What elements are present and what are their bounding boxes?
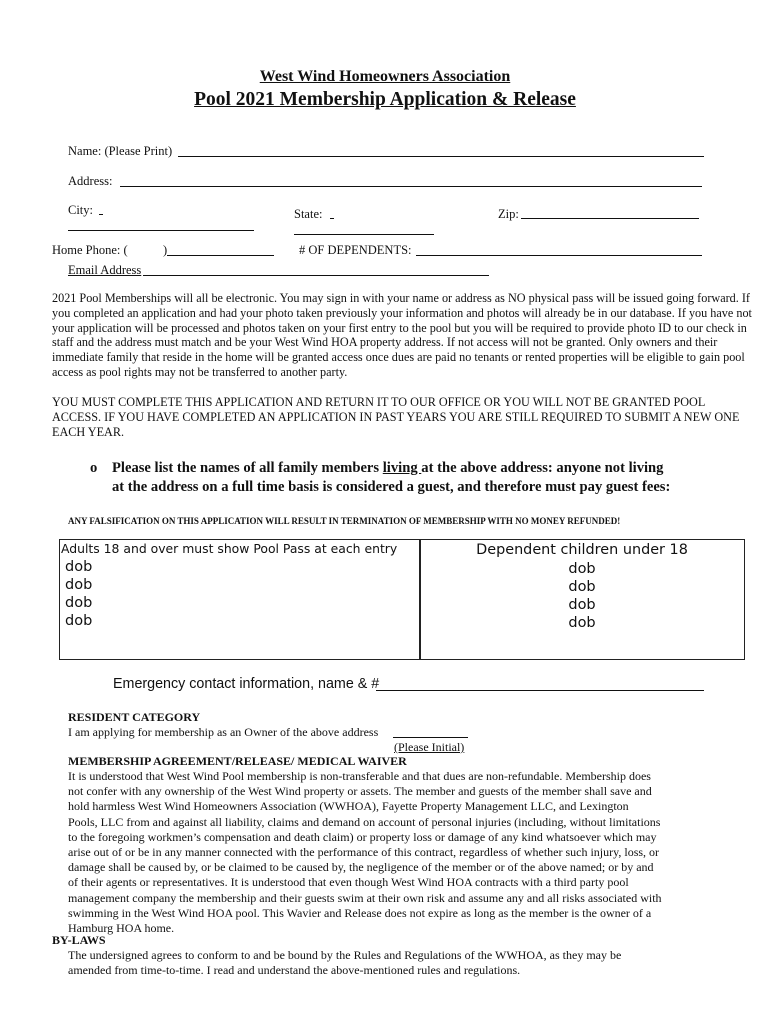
zip-field[interactable] — [523, 203, 695, 217]
adults-header: Adults 18 and over must show Pool Pass at each entry — [61, 541, 398, 556]
adult-dob-4: dob — [65, 613, 93, 629]
home-phone-line — [167, 255, 274, 256]
children-dob-list — [420, 560, 744, 632]
child-dob-4: dob — [568, 615, 596, 631]
adults-box[interactable] — [59, 539, 421, 660]
children-header: Dependent children under 18 — [476, 542, 688, 558]
state-label: State: — [294, 207, 323, 221]
waiver-line: not confer with any ownership of the West Wind property or assets. The member and guests of the member shall save and — [68, 784, 652, 799]
waiver-line: of their agents or representatives. It is understood that even though West Wind HOA contracts with a third party pool — [68, 875, 629, 890]
resident-heading: RESIDENT CATEGORY — [68, 710, 201, 724]
waiver-line: damage shall be caused by, or be claimed to be caused by, the negligence of the member or of the above named; or by and — [68, 860, 654, 875]
initial-field[interactable] — [395, 722, 465, 736]
bylaws-text — [68, 948, 758, 978]
initial-label: (Please Initial) — [394, 740, 465, 754]
family-instruction-before: Please list the names of all family members — [112, 460, 383, 476]
waiver-line: to the foregoing workmen’s compensation and death claim) or property loss or damage of any kind whatsoever which may — [68, 829, 657, 844]
family-instruction-after: at the above address: anyone not living — [421, 460, 664, 476]
children-box[interactable] — [419, 539, 745, 660]
waiver-line: It is understood that West Wind Pool membership is non-transferable and that dues are non-refundable. Membership does — [68, 769, 651, 783]
address-line — [120, 186, 702, 187]
adult-dob-1: dob — [65, 559, 93, 575]
dependents-field[interactable] — [418, 240, 698, 254]
bylaws-line: The undersigned agrees to conform to and be bound by the Rules and Regulations of the WWHOA, as they may be — [68, 948, 622, 962]
waiver-heading: MEMBERSHIP AGREEMENT/RELEASE/ MEDICAL WAIVER — [68, 754, 407, 768]
waiver-line: arise out of or be in any manner connected with the performance of this contract, regardless of whether such injury, loss, or — [68, 845, 660, 860]
waiver-line: Hamburg HOA home. — [68, 921, 175, 936]
state-line — [294, 234, 434, 235]
emergency-label: Emergency contact information, name & # — [113, 676, 380, 692]
family-instruction-line2: at the address on a full time basis is considered a guest, and therefore must pay guest fees: — [112, 479, 671, 495]
org-name: West Wind Homeowners Association — [259, 68, 511, 85]
email-label: Email Address — [68, 263, 142, 277]
name-label: Name: (Please Print) — [68, 144, 173, 158]
adult-dob-2: dob — [65, 577, 93, 593]
dependents-line — [416, 255, 702, 256]
page-title: Pool 2021 Membership Application & Release — [194, 89, 576, 110]
emergency-line — [376, 690, 704, 691]
notice-paragraph: YOU MUST COMPLETE THIS APPLICATION AND RETURN IT TO OUR OFFICE OR YOU WILL NOT BE GRANTED POOL ACCESS. IF YOU HAVE COMPLETED AN APPLICATION IN PAST YEARS YOU ARE STILL REQUIRED TO SUBMIT A NEW ONE EACH YEAR. — [52, 395, 740, 439]
waiver-line: hold harmless West Wind Homeowners Association (WWHOA), Fayette Property Management LLC, and Lexington — [68, 799, 629, 814]
waiver-line: management company the membership and their guests swim at their own risk and assume any and all risks associated with — [68, 890, 662, 905]
home-phone-paren: ) — [163, 243, 168, 257]
owner-statement: I am applying for membership as an Owner of the above address — [68, 725, 379, 739]
adult-dob-3: dob — [65, 595, 93, 611]
name-field[interactable] — [180, 141, 700, 155]
waiver-text — [68, 769, 758, 936]
zip-label: Zip: — [498, 207, 519, 221]
address-field[interactable] — [122, 171, 698, 185]
home-phone-label: Home Phone: ( — [52, 243, 128, 257]
email-field[interactable] — [145, 260, 485, 274]
intro-paragraph: 2021 Pool Memberships will all be electronic. You may sign in with your name or address as NO physical pass will be issued going forward. If you completed an application and had your photo taken previously your information and photos will already be in our database. If you have not your application will be processed and photos taken on your first entry to the pool but you will be required to provide photo ID to our check in staff and the address must match and be your West Wind HOA property address. If not access will not be granted. Only owners and their immediate family that reside in the home will be granted access once dues are paid no tenants or rented properties will be eligible to gain pool access as pool rights may not be transferred to another party. — [52, 291, 752, 379]
family-instruction-line1 — [112, 459, 752, 478]
name-line — [178, 156, 704, 157]
family-instruction-living: living — [382, 460, 422, 476]
email-line — [143, 275, 489, 276]
child-dob-3: dob — [568, 597, 596, 613]
city-line — [68, 230, 254, 231]
child-dob-1: dob — [568, 561, 596, 577]
initial-line — [393, 737, 468, 738]
bylaws-heading: BY-LAWS — [52, 933, 106, 947]
emergency-field[interactable] — [378, 675, 700, 689]
city-label: City: — [68, 203, 94, 217]
bylaws-line: amended from time-to-time. I read and understand the above-mentioned rules and regulations. — [68, 963, 521, 978]
falsification-warning: ANY FALSIFICATION ON THIS APPLICATION WILL RESULT IN TERMINATION OF MEMBERSHIP WITH NO MONEY REFUNDED! — [68, 516, 621, 526]
address-label: Address: — [68, 174, 113, 188]
adults-dob-list — [65, 558, 92, 630]
state-field[interactable] — [296, 219, 430, 233]
waiver-line: swimming in the West Wind HOA pool. This Wavier and Release does not expire as long as the member is the owner of a — [68, 905, 652, 920]
city-field[interactable] — [70, 215, 250, 229]
dependents-label: # OF DEPENDENTS: — [299, 243, 412, 257]
zip-line — [521, 218, 699, 219]
child-dob-2: dob — [568, 579, 596, 595]
bullet-marker: o — [90, 460, 98, 476]
waiver-line: Pools, LLC from and against all liability, claims and demand on account of personal injuries (including, without limitations — [68, 814, 661, 829]
home-phone-field[interactable] — [169, 240, 271, 254]
